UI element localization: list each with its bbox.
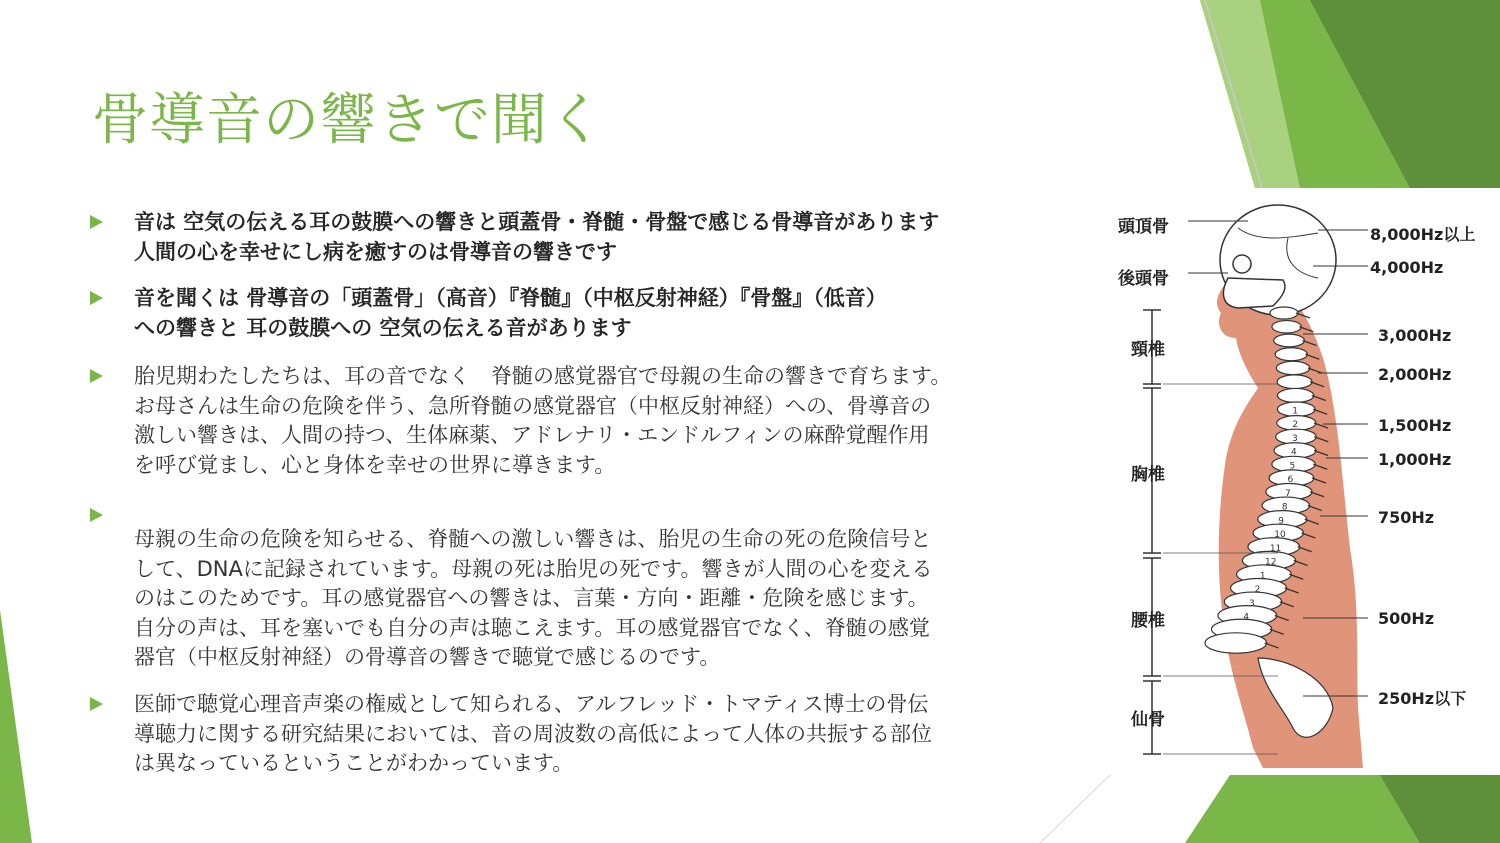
spinous-process: [1265, 643, 1279, 648]
bullet-line: への響きと 耳の鼓膜への 空気の伝える音があります: [134, 316, 632, 340]
bullet-line: 医師で聴覚心理音声楽の権威として知られる、アルフレッド・トマティス博士の骨伝: [134, 692, 929, 716]
spinous-process: [1310, 382, 1324, 387]
freq-label: 8,000Hz以上: [1370, 225, 1476, 244]
vertebra-number: 1: [1292, 406, 1298, 417]
spinous-process: [1294, 561, 1308, 566]
spinous-process: [1314, 451, 1328, 456]
bullet-arrow-icon: [90, 215, 103, 229]
freq-label: 750Hz: [1378, 508, 1435, 527]
bullet-line: 自分の声は、耳を塞いでも自分の声は聴こえます。耳の感覚器官でなく、脊髄の感覚: [134, 616, 930, 640]
label-thoracic: 胸椎: [1131, 465, 1165, 485]
spinous-process: [1296, 313, 1310, 318]
label-sacrum: 仙骨: [1131, 710, 1165, 730]
spinous-process: [1313, 409, 1327, 414]
vertebra-number: 9: [1278, 516, 1285, 527]
spinous-process: [1301, 533, 1315, 538]
vertebra-number: 8: [1281, 502, 1288, 513]
bullet-line: を呼び覚まし、心と身体を幸せの世界に導きます。: [134, 453, 616, 477]
spinous-process: [1289, 574, 1303, 579]
label-occipital: 後頭骨: [1118, 269, 1169, 289]
label-parietal: 頭頂骨: [1118, 217, 1169, 237]
bullet-arrow-icon: [90, 369, 103, 383]
bullet-arrow-icon: [90, 291, 103, 305]
vertebra: [1205, 633, 1267, 653]
vertebra: [1277, 388, 1313, 402]
bullet-line: は異なっているということがわかっています。: [134, 751, 574, 775]
vertebra: [1270, 307, 1298, 319]
vertebra-number: 12: [1265, 557, 1277, 568]
bullet-line: 導聴力に関する研究結果においては、音の周波数の高低によって人体の共振する部位: [134, 722, 932, 746]
spinous-process: [1298, 547, 1312, 552]
freq-label: 250Hz以下: [1378, 689, 1467, 708]
spinous-process: [1308, 368, 1322, 373]
slide-title: 骨導音の響きで聞く: [92, 88, 605, 153]
vertebra: [1277, 375, 1312, 389]
spine-frequency-figure: [1088, 188, 1500, 775]
vertebra-number: 6: [1287, 475, 1294, 485]
bullet-line: 器官（中枢反射神経）の骨導音の響きで聴覚で感じるのです。: [134, 645, 721, 669]
freq-label: 1,500Hz: [1378, 416, 1452, 435]
bullet-arrow-icon: [90, 697, 103, 711]
sacrum-bone: [1258, 658, 1333, 737]
bullet-arrow-icon: [90, 508, 103, 522]
vertebra-number: 7: [1284, 488, 1291, 499]
spinous-process: [1314, 437, 1328, 442]
bullet-line: 胎児期わたしたちは、耳の音でなく 脊髄の感覚器官で母親の生命の響きで育ちます。: [134, 364, 952, 388]
vertebra: [1276, 361, 1310, 374]
vertebra-number: 2: [1292, 420, 1299, 430]
vertebra-number: 10: [1274, 530, 1286, 540]
vertebra: [1274, 334, 1305, 347]
bullet-line: 母親の生命の危険を知らせる、脊髄への激しい響きは、胎児の生命の死の危険信号と: [134, 527, 932, 551]
decor-line-bottom: [1040, 775, 1110, 843]
spinous-process: [1310, 492, 1324, 497]
freq-label: 2,000Hz: [1378, 365, 1452, 384]
spinous-process: [1312, 396, 1326, 401]
vertebra-number: 2: [1254, 585, 1261, 595]
vertebra-number: 3: [1291, 433, 1298, 444]
spinous-process: [1299, 327, 1313, 332]
bullet-line: して、DNAに記録されています。母親の死は胎児の死です。響きが人間の心を変える: [134, 557, 933, 581]
bullet-line: お母さんは生命の危険を伴う、急所脊髄の感覚器官（中枢反射神経）への、骨導音の: [134, 394, 932, 418]
spinous-process: [1270, 629, 1284, 634]
freq-label: 4,000Hz: [1370, 258, 1444, 277]
label-lumbar: 腰椎: [1131, 611, 1165, 631]
vertebra: [1275, 348, 1307, 361]
vertebra: [1272, 321, 1301, 333]
freq-label: 500Hz: [1378, 609, 1435, 628]
label-cervical: 頸椎: [1131, 340, 1165, 360]
spinous-process: [1302, 341, 1316, 346]
bullet-line: 人間の心を幸せにし病を癒すのは骨導音の響きです: [134, 240, 617, 264]
vertebra-number: 4: [1291, 447, 1297, 458]
freq-label: 1,000Hz: [1378, 450, 1452, 469]
freq-label: 3,000Hz: [1378, 326, 1452, 345]
spinous-process: [1275, 616, 1289, 621]
spinous-process: [1312, 478, 1326, 483]
vertebra-number: 3: [1249, 598, 1255, 609]
vertebra-number: 11: [1269, 543, 1282, 554]
spinous-process: [1280, 602, 1294, 607]
vertebra-number: 4: [1243, 612, 1250, 623]
bottom-left-green-shape: [0, 610, 32, 843]
vertebra-number: 1: [1259, 571, 1266, 582]
spinous-process: [1285, 588, 1299, 593]
spinous-process: [1308, 506, 1322, 511]
bullet-line: 激しい響きは、人間の持つ、生体麻薬、アドレナリ・エンドルフィンの麻酔覚醒作用: [134, 423, 930, 447]
spinous-process: [1305, 354, 1319, 359]
vertebra-number: 5: [1289, 461, 1296, 472]
bullet-line: のはこのためです。耳の感覚器官への響きは、言葉・方向・距離・危険を感じます。: [134, 586, 929, 610]
spinous-process: [1305, 519, 1319, 524]
spinous-process: [1313, 464, 1327, 469]
bullet-line: 音を聞くは 骨導音の「頭蓋骨」（高音）『脊髄』（中枢反射神経）『骨盤』（低音）: [134, 286, 887, 310]
bullet-line: 音は 空気の伝える耳の鼓膜への響きと頭蓋骨・脊髄・骨盤で感じる骨導音があります: [134, 210, 940, 234]
